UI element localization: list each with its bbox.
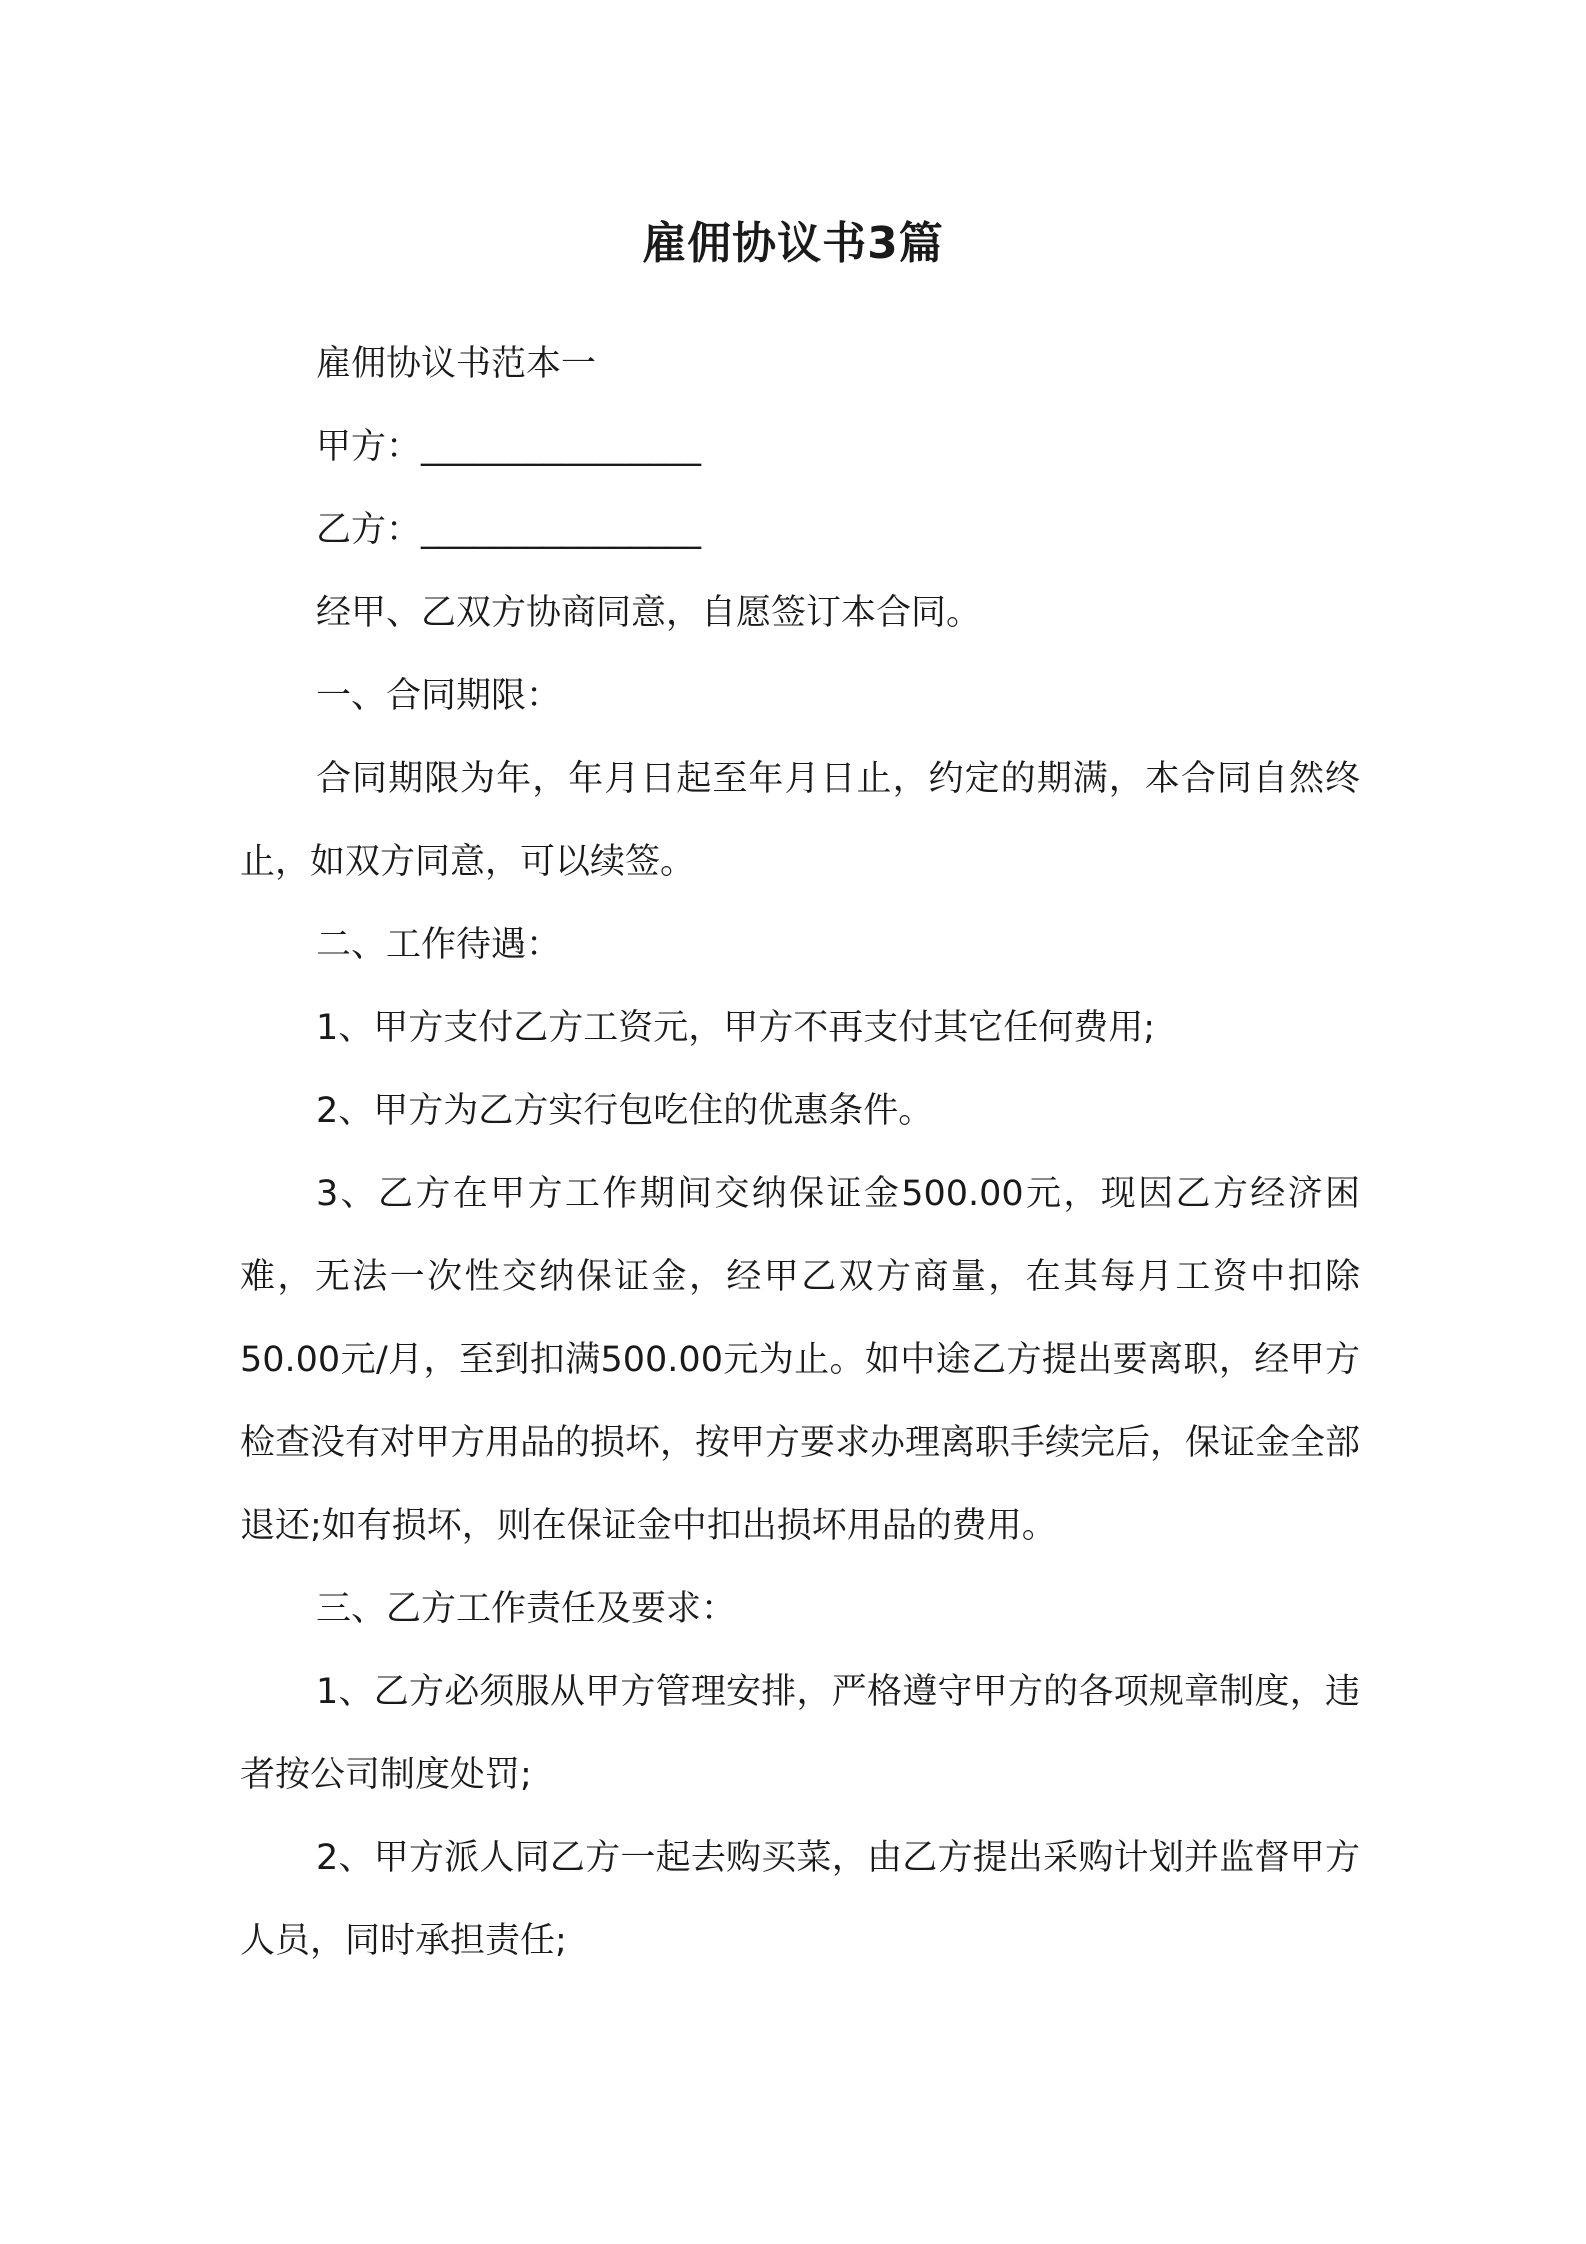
paragraph-party-b: 乙方：________________ — [316, 510, 702, 550]
paragraph-benefit-3: 3、乙方在甲方工作期间交纳保证金500.00元，现因乙方经济困难，无法一次性交纳保证金，经甲乙双方商量，在其每月工资中扣除50.00元/月，至到扣满500.00元为止。如中途乙方提出要离职，经甲方检查没有对甲方用品的损坏，按甲方要求办理离职手续完后，保证金全部退还;如有损坏，则在保证金中扣出损坏用品的费用。 — [240, 1174, 1361, 1546]
paragraph-agreement: 经甲、乙双方协商同意，自愿签订本合同。 — [316, 593, 982, 633]
paragraph-contract-term: 合同期限为年，年月日起至年月日止，约定的期满，本合同自然终止，如双方同意，可以续签。 — [240, 759, 1360, 882]
paragraph-subtitle: 雇佣协议书范本一 — [316, 344, 597, 384]
paragraph-responsibility-1: 1、乙方必须服从甲方管理安排，严格遵守甲方的各项规章制度，违者按公司制度处罚; — [240, 1672, 1360, 1795]
paragraph-benefit-2: 2、甲方为乙方实行包吃住的优惠条件。 — [316, 1091, 934, 1131]
paragraph-party-a: 甲方：________________ — [316, 427, 702, 467]
paragraph-benefit-1: 1、甲方支付乙方工资元，甲方不再支付其它任何费用; — [316, 1008, 1156, 1048]
document-body — [240, 323, 1360, 1983]
heading-responsibilities: 三、乙方工作责任及要求： — [316, 1589, 737, 1629]
document-title: 雇佣协议书3篇 — [642, 218, 944, 269]
heading-contract-term: 一、合同期限： — [316, 676, 562, 716]
paragraph-responsibility-2: 2、甲方派人同乙方一起去购买菜，由乙方提出采购计划并监督甲方人员，同时承担责任; — [240, 1838, 1360, 1961]
heading-work-benefits: 二、工作待遇： — [316, 925, 562, 965]
